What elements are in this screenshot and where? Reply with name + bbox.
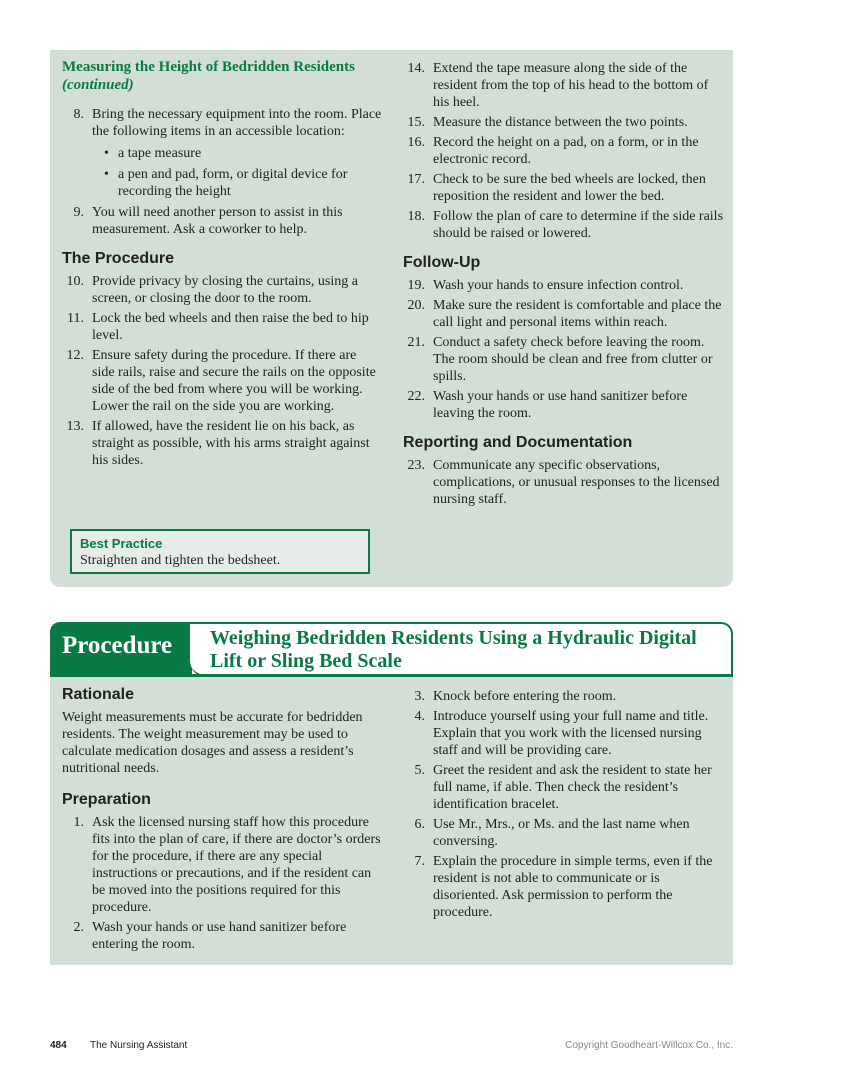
item-text: Provide privacy by closing the curtains, using a screen, or closing the door to the room. bbox=[92, 274, 358, 306]
item-text: If allowed, have the resident lie on his back, as straight as possible, with his arms straight against his sides. bbox=[92, 419, 370, 468]
item-number: 7. bbox=[414, 854, 425, 869]
book-title: The Nursing Assistant bbox=[90, 1040, 188, 1051]
item-text: Knock before entering the room. bbox=[433, 689, 617, 704]
top-left-column bbox=[62, 58, 382, 472]
numbered-list bbox=[403, 457, 725, 508]
list-item bbox=[62, 347, 382, 415]
item-number: 14. bbox=[407, 61, 425, 76]
item-text: Ensure safety during the procedure. If there are side rails, raise and secure the rails on the opposite side of the bed from where you will be working. Lower the rail on the side you are working. bbox=[92, 348, 376, 414]
list-item bbox=[62, 106, 382, 200]
numbered-list bbox=[62, 814, 382, 953]
item-text: Wash your hands or use hand sanitizer before leaving the room. bbox=[433, 389, 688, 421]
list-item bbox=[403, 297, 725, 331]
item-text: Check to be sure the bed wheels are locked, then reposition the resident and lower the bed. bbox=[433, 172, 706, 204]
list-item bbox=[403, 208, 725, 242]
item-text: Record the height on a pad, on a form, or in the electronic record. bbox=[433, 135, 699, 167]
item-number: 22. bbox=[407, 389, 425, 404]
item-number: 13. bbox=[66, 419, 84, 434]
bullet-list bbox=[104, 145, 382, 200]
numbered-list bbox=[403, 277, 725, 422]
item-text: Wash your hands to ensure infection control. bbox=[433, 278, 684, 293]
item-text: Measure the distance between the two points. bbox=[433, 115, 688, 130]
numbered-list bbox=[403, 60, 725, 242]
item-number: 8. bbox=[73, 107, 84, 122]
item-number: 11. bbox=[67, 311, 84, 326]
best-practice-box bbox=[70, 529, 370, 574]
list-item bbox=[403, 457, 725, 508]
item-text: Use Mr., Mrs., or Ms. and the last name when conversing. bbox=[433, 817, 690, 849]
item-number: 6. bbox=[414, 817, 425, 832]
continued-heading: Measuring the Height of Bedridden Residents (continued) bbox=[62, 59, 355, 93]
item-number: 4. bbox=[414, 709, 425, 724]
bottom-left-column bbox=[62, 680, 382, 956]
item-text: Conduct a safety check before leaving the room. The room should be clean and free from clutter or spills. bbox=[433, 335, 713, 384]
item-number: 5. bbox=[414, 763, 425, 778]
list-item bbox=[403, 762, 725, 813]
item-number: 18. bbox=[407, 209, 425, 224]
item-text: Greet the resident and ask the resident to state her full name, if able. Then check the resident’s identification bracelet. bbox=[433, 763, 712, 812]
section-heading-procedure: The Procedure bbox=[62, 250, 175, 267]
item-text: Follow the plan of care to determine if the side rails should be raised or lowered. bbox=[433, 209, 724, 241]
item-text: Lock the bed wheels and then raise the bed to hip level. bbox=[92, 311, 369, 343]
bullet-item: • a tape measure bbox=[104, 145, 382, 162]
best-practice-text: Straighten and tighten the bedsheet. bbox=[80, 553, 281, 568]
bullet-item: • a pen and pad, form, or digital device for recording the height bbox=[104, 166, 382, 200]
item-text: Make sure the resident is comfortable and place the call light and personal items within reach. bbox=[433, 298, 722, 330]
list-item bbox=[403, 277, 725, 294]
item-number: 16. bbox=[407, 135, 425, 150]
list-item bbox=[403, 853, 725, 921]
numbered-list bbox=[62, 273, 382, 469]
item-number: 10. bbox=[66, 274, 84, 289]
list-item bbox=[62, 310, 382, 344]
list-item bbox=[403, 688, 725, 705]
list-item bbox=[62, 204, 382, 238]
best-practice-title: Best Practice bbox=[80, 536, 163, 551]
item-text: Wash your hands or use hand sanitizer before entering the room. bbox=[92, 920, 347, 952]
bottom-right-column bbox=[403, 688, 725, 924]
item-number: 12. bbox=[66, 348, 84, 363]
rationale-text: Weight measurements must be accurate for bedridden residents. The weight measurement may be used to calculate medication dosages and assess a resident’s nutritional needs. bbox=[62, 710, 363, 776]
copyright: Copyright Goodheart-Willcox Co., Inc. bbox=[565, 1040, 733, 1051]
item-number: 3. bbox=[414, 689, 425, 704]
list-item bbox=[403, 334, 725, 385]
item-number: 2. bbox=[73, 920, 84, 935]
list-item bbox=[403, 388, 725, 422]
list-item bbox=[403, 60, 725, 111]
item-number: 19. bbox=[407, 278, 425, 293]
item-text: Explain the procedure in simple terms, even if the resident is not able to communicate or is disoriented. Ask permission to perform the procedure. bbox=[433, 854, 713, 920]
list-item bbox=[403, 114, 725, 131]
item-number: 15. bbox=[407, 115, 425, 130]
item-number: 23. bbox=[407, 458, 425, 473]
item-text: Ask the licensed nursing staff how this procedure fits into the plan of care, if there are doctor’s orders for the procedure, if there are any special instructions or precautions, and if the resident can be moved into the positions required for this procedure. bbox=[92, 815, 381, 915]
list-item bbox=[403, 134, 725, 168]
item-text: Bring the necessary equipment into the room. Place the following items in an accessible location: bbox=[92, 107, 382, 139]
list-item bbox=[62, 919, 382, 953]
item-number: 17. bbox=[407, 172, 425, 187]
item-text: You will need another person to assist in this measurement. Ask a coworker to help. bbox=[92, 205, 343, 237]
item-text: Communicate any specific observations, complications, or unusual responses to the licensed nursing staff. bbox=[433, 458, 720, 507]
page-number: 484 bbox=[50, 1040, 67, 1051]
section-heading-reporting: Reporting and Documentation bbox=[403, 434, 633, 451]
section-heading-rationale: Rationale bbox=[62, 686, 135, 703]
list-item bbox=[62, 273, 382, 307]
numbered-list bbox=[403, 688, 725, 921]
section-heading-preparation: Preparation bbox=[62, 791, 151, 808]
procedure-tab-label: Procedure bbox=[50, 622, 192, 677]
item-text: Introduce yourself using your full name and title. Explain that you work with the licensed nursing staff and will be providing care. bbox=[433, 709, 709, 758]
item-number: 9. bbox=[73, 205, 84, 220]
section-heading-follow-up: Follow-Up bbox=[403, 254, 481, 271]
list-item bbox=[403, 816, 725, 850]
item-text: Extend the tape measure along the side of the resident from the top of his head to the bottom of his heel. bbox=[433, 61, 709, 110]
list-item bbox=[62, 814, 382, 916]
list-item bbox=[62, 418, 382, 469]
item-number: 1. bbox=[73, 815, 84, 830]
list-item bbox=[403, 171, 725, 205]
procedure-title: Weighing Bedridden Residents Using a Hydraulic Digital Lift or Sling Bed Scale bbox=[190, 622, 733, 677]
top-right-column bbox=[403, 60, 725, 511]
item-number: 21. bbox=[407, 335, 425, 350]
numbered-list bbox=[62, 106, 382, 238]
list-item bbox=[403, 708, 725, 759]
item-number: 20. bbox=[407, 298, 425, 313]
